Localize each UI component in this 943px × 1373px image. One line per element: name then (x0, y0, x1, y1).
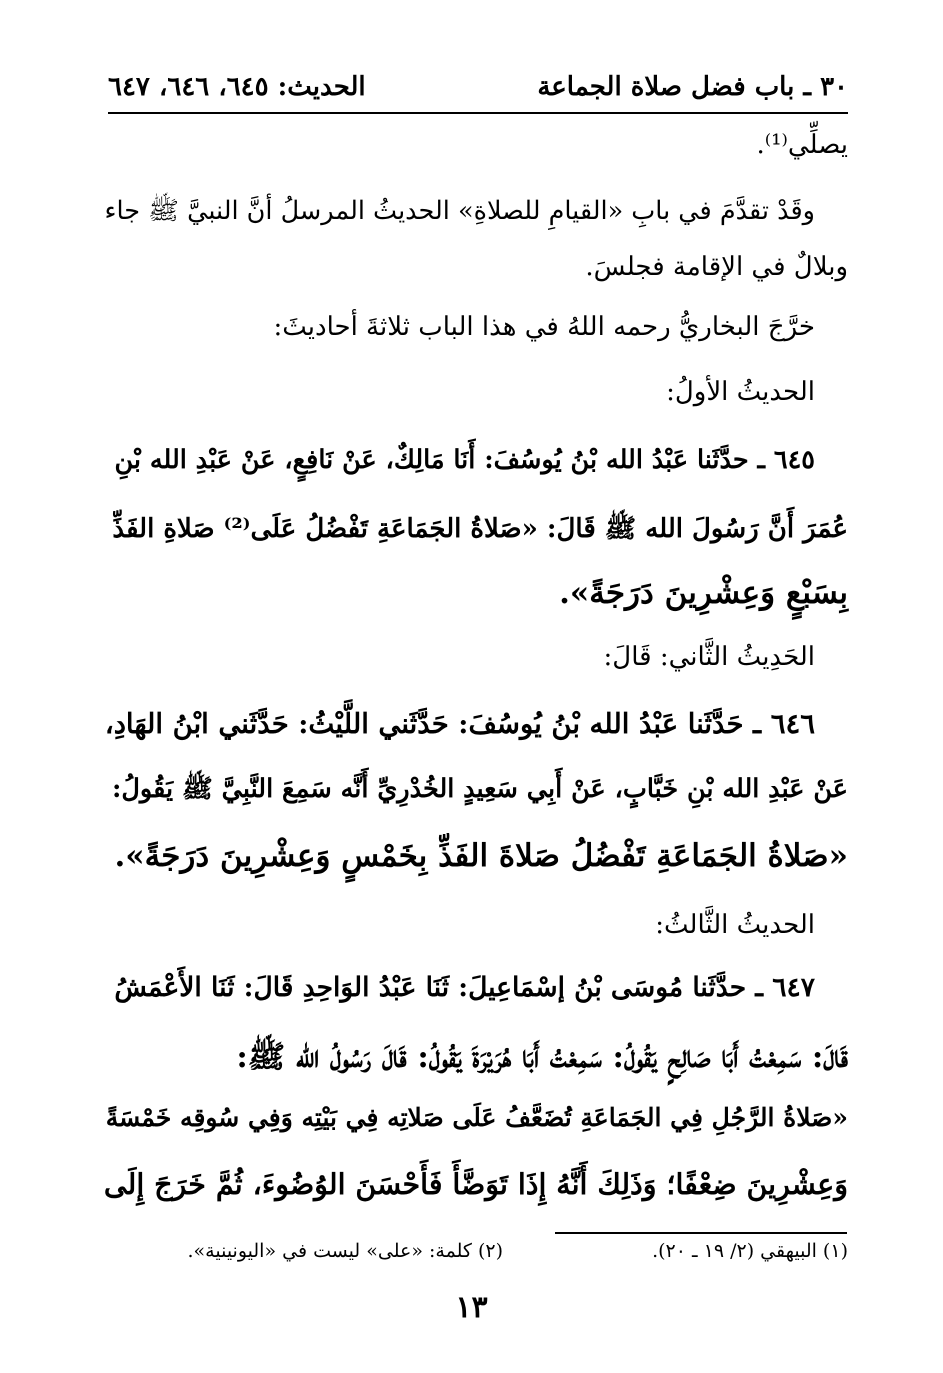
hadith-line: ٦٤٥ ـ حدَّثَنا عَبْدُ الله بْنُ يُوسُفَ: أَنَا مَالِكٌ، عَنْ نَافِعٍ، عَنْ عَبْدِ الله بْنِ (114, 445, 815, 475)
section-heading: الحديثُ الأولُ: (666, 377, 815, 407)
chapter-title: ٣٠ ـ باب فضل صلاة الجماعة (537, 72, 848, 102)
hadith-line: عَنْ عَبْدِ الله بْنِ خَبَّابٍ، عَنْ أَبِي سَعِيدٍ الخُدْرِيِّ أَنَّه سَمِعَ النَّبِيَّ ﷺ يَقُولُ: (111, 774, 848, 804)
footnote-1: (١) البيهقي (٢/ ١٩ ـ ٢٠). (652, 1240, 848, 1262)
hadith-line: «صَلاةُ الجَمَاعَةِ تَفْضُلُ صَلاةَ الفَذِّ بِخَمْسٍ وَعِشْرِينَ دَرَجَةً». (114, 838, 848, 874)
hadith-line: قَالَ: سَمِعْتُ أَبَا صَالِحٍ يَقُولُ: سَمِعْتُ أَبَا هُرَيْرَةَ يَقُولُ: قَالَ رَسُولُ الله ﷺ: (236, 1039, 848, 1075)
section-heading: الحديثُ الثَّالثُ: (655, 910, 815, 940)
header-rule (108, 112, 848, 114)
hadith-line: ٦٤٧ ـ حدَّثَنا مُوسَى بْنُ إسْمَاعِيلَ: ثَنَا عَبْدُ الوَاحِدِ قَالَ: ثَنَا الأَعْمَشُ (114, 972, 815, 1003)
running-header (108, 72, 848, 112)
section-heading: الحَدِيثُ الثَّاني: قَالَ: (603, 642, 815, 672)
hadith-line: عُمَرَ أَنَّ رَسُولَ الله ﷺ قَالَ: «صَلاةُ الجَمَاعَةِ تَفْضُلُ عَلَى⁽²⁾ صَلاةِ الفَذِّ (112, 514, 848, 544)
text-line: وقَدْ تقدَّمَ في بابِ «القيامِ للصلاةِ» الحديثُ المرسلُ أنَّ النبيَّ ﷺ جاء (104, 196, 815, 226)
page-number: ١٣ (455, 1290, 488, 1325)
hadith-references: الحديث: ٦٤٥، ٦٤٦، ٦٤٧ (108, 72, 366, 102)
footnote-rule (555, 1232, 847, 1234)
hadith-line: ٦٤٦ ـ حَدَّثَنا عَبْدُ الله بْنُ يُوسُفَ: حَدَّثَني اللَّيْثُ: حَدَّثَني ابْنُ الهَادِ، (104, 708, 815, 740)
hadith-line: بِسَبْعٍ وَعِشْرِينَ دَرَجَةً». (559, 575, 848, 611)
text-line: وبلالٌ في الإقامة فجلسَ. (585, 252, 848, 282)
hadith-line: وَعِشْرِينَ ضِعْفًا؛ وَذَلِكَ أَنَّهُ إِذَا تَوَضَّأَ فَأَحْسَنَ الوُضُوءَ، ثُمَّ خَرَجَ إِلَى (103, 1167, 848, 1201)
text-line: خرَّجَ البخاريُّ رحمه اللهُ في هذا الباب ثلاثةَ أحاديثَ: (273, 312, 815, 342)
hadith-line: «صَلاةُ الرَّجُلِ فِي الجَمَاعَةِ تُضَعَّفُ عَلَى صَلاتِه فِي بَيْتِه وَفِي سُوقِه خَمْسَةً (105, 1103, 848, 1132)
footnote-2: (٢) كلمة: «على» ليست في «اليونينية». (187, 1240, 503, 1262)
text-line: يصلِّي⁽¹⁾. (756, 130, 848, 160)
